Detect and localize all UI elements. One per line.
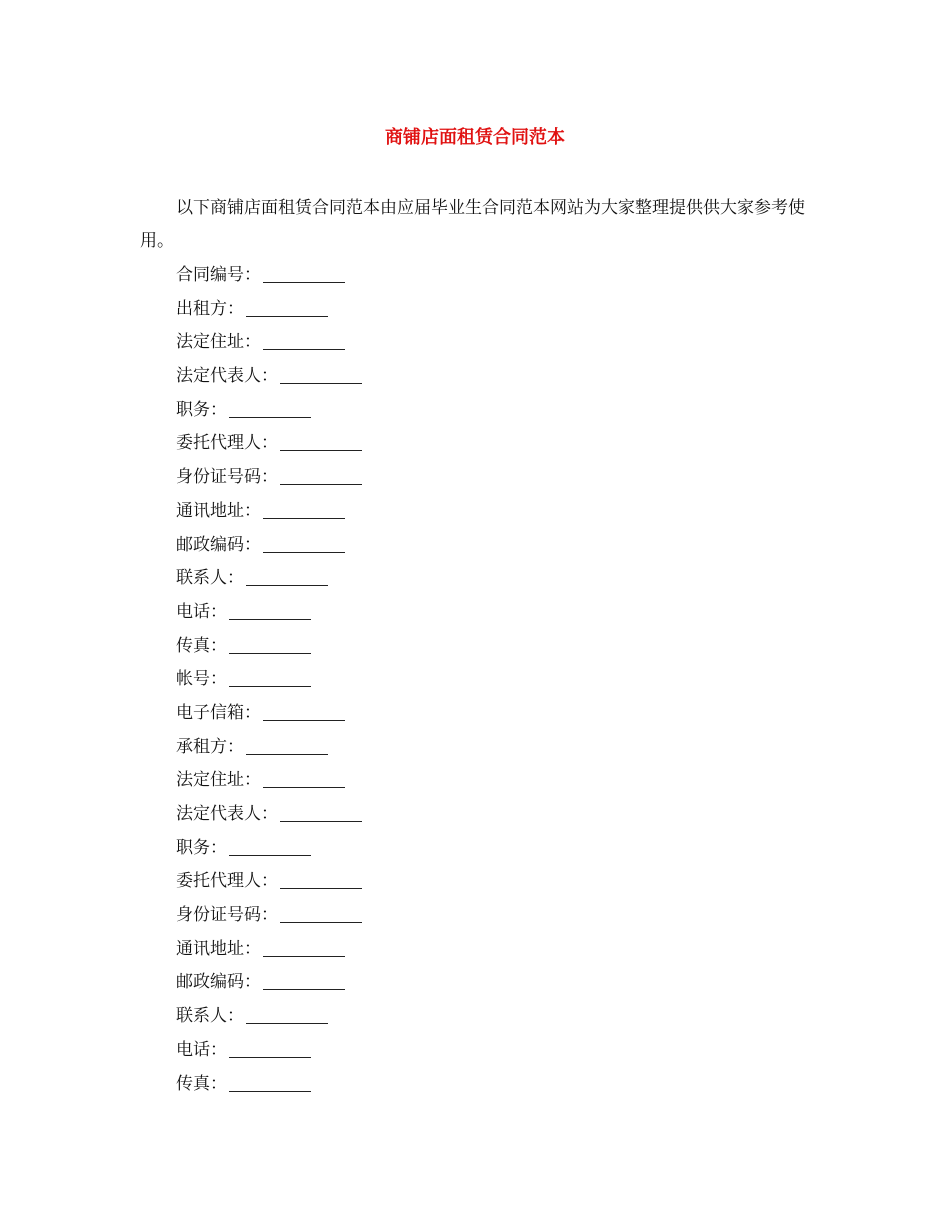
field-label: 传真： (176, 1073, 227, 1094)
contract-field (176, 293, 362, 327)
contract-field (176, 461, 362, 495)
field-label: 电话： (176, 1039, 227, 1060)
contract-field (176, 697, 362, 731)
field-label: 法定住址： (176, 770, 261, 791)
fill-in-blank (263, 517, 345, 519)
fill-in-blank (229, 652, 311, 654)
field-label: 邮政编码： (176, 972, 261, 993)
fill-in-blank (263, 955, 345, 957)
contract-field (176, 966, 362, 1000)
fill-in-blank (229, 1056, 311, 1058)
fill-in-blank (280, 921, 362, 923)
contract-field (176, 933, 362, 967)
field-label: 出租方： (176, 298, 244, 319)
field-label: 电话： (176, 601, 227, 622)
field-label: 邮政编码： (176, 534, 261, 555)
fill-in-blank (263, 786, 345, 788)
contract-field (176, 596, 362, 630)
fill-in-blank (246, 315, 328, 317)
field-label: 传真： (176, 635, 227, 656)
fill-in-blank (229, 1090, 311, 1092)
contract-field (176, 495, 362, 529)
field-label: 身份证号码： (176, 905, 278, 926)
contract-field (176, 360, 362, 394)
fill-in-blank (263, 281, 345, 283)
field-label: 电子信箱： (176, 702, 261, 723)
field-label: 帐号： (176, 669, 227, 690)
fill-in-blank (280, 820, 362, 822)
fill-in-blank (263, 348, 345, 350)
contract-field (176, 832, 362, 866)
contract-field (176, 529, 362, 563)
field-label: 法定代表人： (176, 366, 278, 387)
fill-in-blank (280, 887, 362, 889)
fill-in-blank (246, 584, 328, 586)
contract-field (176, 326, 362, 360)
contract-field (176, 630, 362, 664)
field-label: 身份证号码： (176, 467, 278, 488)
field-label: 职务： (176, 837, 227, 858)
contract-field-list (176, 259, 362, 1101)
field-label: 承租方： (176, 736, 244, 757)
fill-in-blank (229, 685, 311, 687)
contract-field (176, 798, 362, 832)
contract-field (176, 764, 362, 798)
fill-in-blank (229, 854, 311, 856)
fill-in-blank (229, 618, 311, 620)
field-label: 通讯地址： (176, 938, 261, 959)
contract-field (176, 1000, 362, 1034)
field-label: 委托代理人： (176, 433, 278, 454)
fill-in-blank (246, 1022, 328, 1024)
contract-field (176, 899, 362, 933)
field-label: 联系人： (176, 1006, 244, 1027)
field-label: 法定住址： (176, 332, 261, 353)
contract-field (176, 865, 362, 899)
contract-field (176, 562, 362, 596)
field-label: 联系人： (176, 568, 244, 589)
field-label: 职务： (176, 399, 227, 420)
fill-in-blank (280, 449, 362, 451)
contract-field (176, 394, 362, 428)
fill-in-blank (263, 988, 345, 990)
fill-in-blank (263, 719, 345, 721)
contract-field (176, 427, 362, 461)
contract-field (176, 259, 362, 293)
field-label: 合同编号： (176, 265, 261, 285)
fill-in-blank (229, 416, 311, 418)
field-label: 通讯地址： (176, 500, 261, 521)
field-label: 委托代理人： (176, 871, 278, 892)
contract-field (176, 663, 362, 697)
fill-in-blank (280, 483, 362, 485)
field-label: 法定代表人： (176, 804, 278, 824)
contract-field (176, 1034, 362, 1068)
fill-in-blank (263, 551, 345, 553)
fill-in-blank (246, 753, 328, 755)
contract-field (176, 731, 362, 765)
contract-field (176, 1068, 362, 1102)
document-title: 商铺店面租赁合同范本 (385, 127, 565, 148)
intro-paragraph: 以下商铺店面租赁合同范本由应届毕业生合同范本网站为大家整理提供供大家参考使用。 (140, 198, 805, 251)
fill-in-blank (280, 382, 362, 384)
